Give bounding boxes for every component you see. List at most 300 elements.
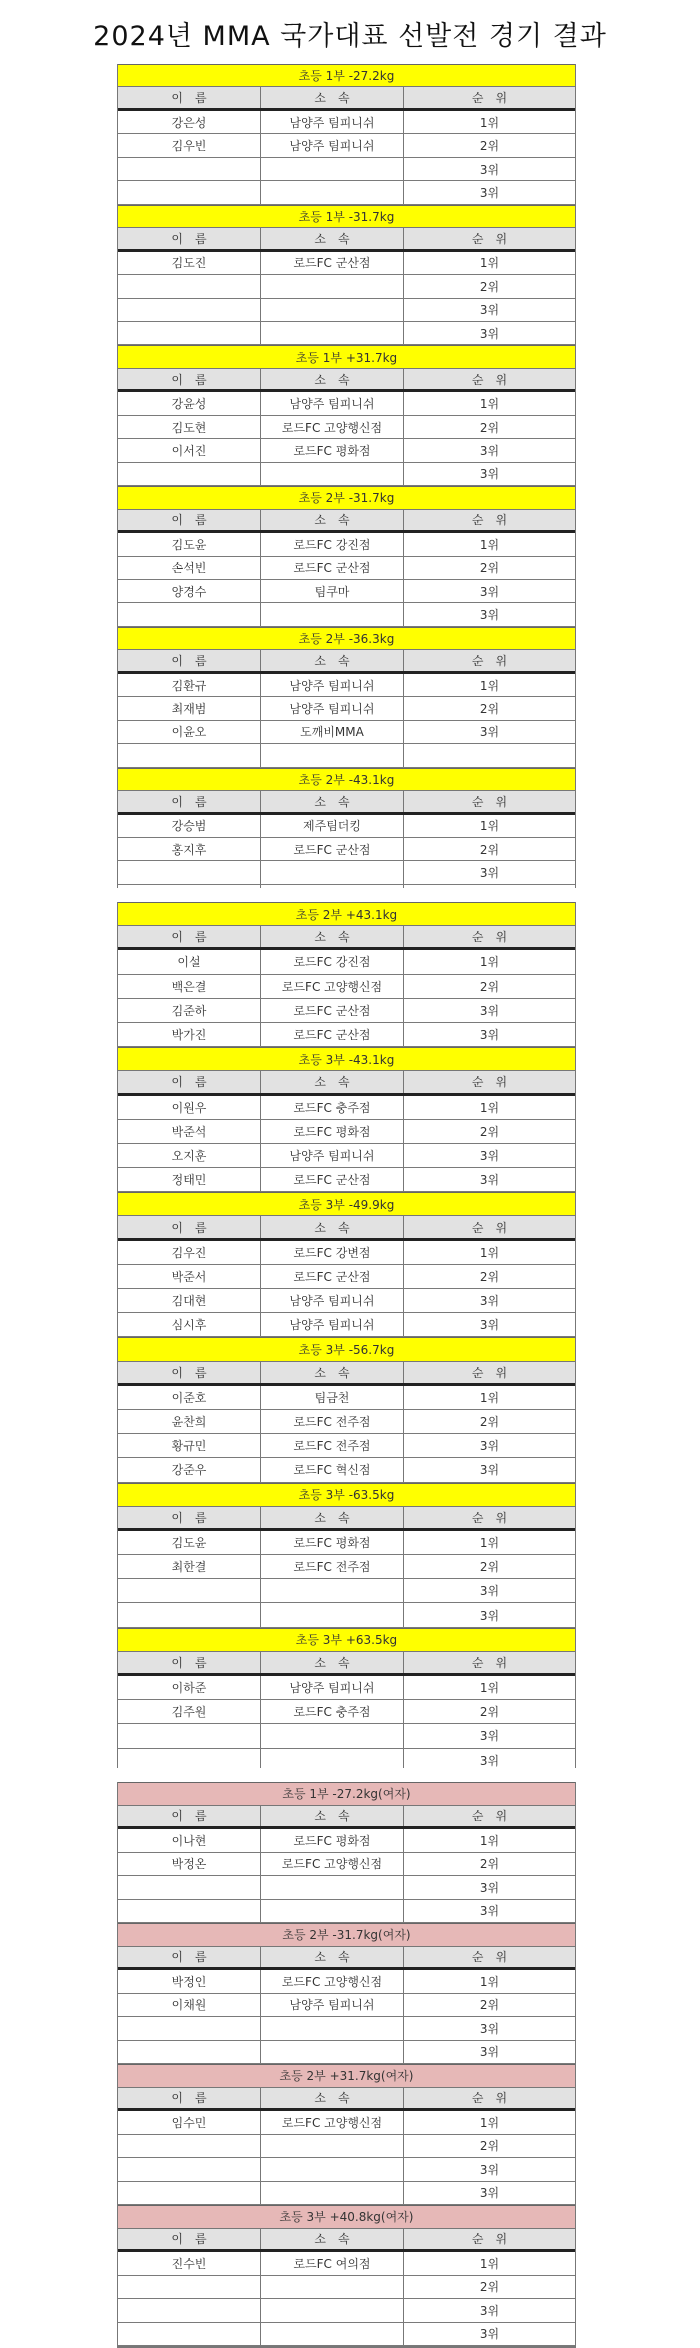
athlete-name: 최재범 bbox=[118, 697, 261, 719]
weight-class-block bbox=[118, 627, 575, 768]
athlete-rank: 3위 bbox=[479, 1880, 500, 1895]
athlete-name bbox=[118, 861, 261, 883]
column-header-name: 이름 bbox=[118, 1507, 261, 1528]
athlete-affiliation: 로드FC 혁신점 bbox=[261, 1458, 404, 1481]
athlete-rank: 1위 bbox=[479, 1681, 500, 1696]
athlete-affiliation bbox=[261, 1579, 404, 1602]
athlete-name: 양경수 bbox=[118, 580, 261, 602]
athlete-name bbox=[118, 1724, 261, 1747]
athlete-rank: 2위 bbox=[479, 1415, 500, 1430]
athlete-name: 진수빈 bbox=[118, 2252, 261, 2275]
athlete-affiliation bbox=[261, 2299, 404, 2322]
athlete-rank: 3위 bbox=[479, 866, 500, 881]
athlete-affiliation: 로드FC 평화점 bbox=[261, 1120, 404, 1143]
column-header-row bbox=[118, 228, 575, 251]
table-row bbox=[118, 557, 575, 580]
athlete-affiliation bbox=[261, 275, 404, 297]
athlete-name bbox=[118, 885, 261, 888]
column-header-affiliation: 소속 bbox=[261, 87, 404, 107]
athlete-rank: 1위 bbox=[479, 1390, 500, 1405]
column-header-affiliation: 소속 bbox=[261, 1507, 404, 1528]
column-header-row bbox=[118, 1216, 575, 1240]
table-row bbox=[118, 533, 575, 556]
table-row bbox=[118, 158, 575, 181]
athlete-affiliation bbox=[261, 2135, 404, 2158]
table-row bbox=[118, 1555, 575, 1579]
athlete-name: 박정인 bbox=[118, 1970, 261, 1993]
column-header-rank: 순위 bbox=[471, 2091, 520, 2106]
weight-class-block bbox=[118, 2064, 575, 2205]
athlete-name bbox=[118, 2135, 261, 2158]
athlete-rank: 1위 bbox=[479, 819, 500, 834]
athlete-affiliation bbox=[261, 861, 404, 883]
athlete-affiliation bbox=[261, 463, 404, 485]
athlete-affiliation: 남양주 팀피니쉬 bbox=[261, 134, 404, 156]
athlete-affiliation: 로드FC 군산점 bbox=[261, 999, 404, 1022]
athlete-name bbox=[118, 275, 261, 297]
athlete-affiliation: 로드FC 강진점 bbox=[261, 950, 404, 973]
column-header-rank: 순위 bbox=[471, 1365, 520, 1380]
weight-class-block bbox=[118, 2205, 575, 2346]
column-header-name: 이름 bbox=[118, 1652, 261, 1673]
athlete-affiliation: 로드FC 고양행신점 bbox=[261, 2111, 404, 2134]
athlete-name: 김우빈 bbox=[118, 134, 261, 156]
athlete-affiliation bbox=[261, 299, 404, 321]
athlete-rank: 2위 bbox=[479, 842, 500, 857]
weight-class-title: 초등 3부 -63.5kg bbox=[118, 1483, 575, 1507]
weight-class-title: 초등 3부 +63.5kg bbox=[118, 1628, 575, 1652]
athlete-affiliation: 로드FC 강변점 bbox=[261, 1241, 404, 1264]
athlete-rank: 3위 bbox=[479, 1729, 500, 1744]
athlete-rank: 2위 bbox=[479, 1560, 500, 1575]
column-header-name: 이름 bbox=[118, 650, 261, 670]
athlete-rank: 3위 bbox=[479, 162, 500, 177]
athlete-affiliation: 로드FC 군산점 bbox=[261, 557, 404, 579]
weight-class-block bbox=[118, 1628, 575, 1768]
athlete-name: 윤찬희 bbox=[118, 1410, 261, 1433]
table-row bbox=[118, 1168, 575, 1192]
athlete-affiliation bbox=[261, 2041, 404, 2064]
table-row bbox=[118, 1876, 575, 1900]
weight-class-block bbox=[118, 1782, 575, 1923]
weight-class-block bbox=[118, 1483, 575, 1628]
table-row bbox=[118, 1829, 575, 1853]
table-row bbox=[118, 815, 575, 838]
weight-class-block bbox=[118, 64, 575, 205]
column-header-row bbox=[118, 1806, 575, 1830]
table-row bbox=[118, 181, 575, 204]
column-header-affiliation: 소속 bbox=[261, 1071, 404, 1092]
athlete-rank: 1위 bbox=[479, 1245, 500, 1260]
weight-class-title: 초등 1부 -27.2kg bbox=[118, 64, 575, 87]
athlete-rank: 3위 bbox=[479, 443, 500, 458]
athlete-name: 이서진 bbox=[118, 439, 261, 461]
column-header-row bbox=[118, 1947, 575, 1971]
athlete-rank: 3위 bbox=[479, 1294, 500, 1309]
athlete-rank: 1위 bbox=[479, 955, 500, 970]
column-header-affiliation: 소속 bbox=[261, 2229, 404, 2250]
athlete-affiliation bbox=[261, 1724, 404, 1747]
athlete-affiliation bbox=[261, 2182, 404, 2205]
column-header-row bbox=[118, 1362, 575, 1386]
athlete-name bbox=[118, 2299, 261, 2322]
athlete-rank: 1위 bbox=[479, 115, 500, 130]
column-header-row bbox=[118, 791, 575, 814]
weight-class-title: 초등 2부 -31.7kg bbox=[118, 486, 575, 509]
athlete-rank: 3위 bbox=[479, 1003, 500, 1018]
athlete-rank: 3위 bbox=[479, 2162, 500, 2177]
table-row bbox=[118, 1700, 575, 1724]
table-row bbox=[118, 1724, 575, 1748]
table-row bbox=[118, 416, 575, 439]
athlete-rank: 2위 bbox=[479, 2280, 500, 2295]
table-row bbox=[118, 392, 575, 415]
table-row bbox=[118, 439, 575, 462]
table-row bbox=[118, 1313, 575, 1337]
athlete-rank: 3위 bbox=[479, 2303, 500, 2318]
athlete-name: 오지훈 bbox=[118, 1144, 261, 1167]
column-header-rank: 순위 bbox=[471, 1075, 520, 1090]
table-row bbox=[118, 861, 575, 884]
table-row bbox=[118, 299, 575, 322]
athlete-rank: 3위 bbox=[479, 725, 500, 740]
table-row bbox=[118, 1289, 575, 1313]
column-header-affiliation: 소속 bbox=[261, 1216, 404, 1237]
column-header-affiliation: 소속 bbox=[261, 510, 404, 530]
table-row bbox=[118, 2276, 575, 2300]
weight-class-title: 초등 3부 -49.9kg bbox=[118, 1192, 575, 1216]
athlete-name: 김주원 bbox=[118, 1700, 261, 1723]
athlete-rank: 3위 bbox=[479, 608, 500, 623]
column-header-row bbox=[118, 1071, 575, 1095]
weight-class-title: 초등 1부 -27.2kg(여자) bbox=[118, 1782, 575, 1806]
athlete-affiliation bbox=[261, 1900, 404, 1923]
athlete-affiliation bbox=[261, 158, 404, 180]
column-header-rank: 순위 bbox=[471, 1220, 520, 1235]
athlete-affiliation bbox=[261, 744, 404, 766]
athlete-rank: 2위 bbox=[479, 2139, 500, 2154]
column-header-row bbox=[118, 2088, 575, 2112]
athlete-name: 최한결 bbox=[118, 1555, 261, 1578]
column-header-rank: 순위 bbox=[471, 654, 520, 669]
athlete-name: 이설 bbox=[118, 950, 261, 973]
athlete-rank: 3위 bbox=[479, 1904, 500, 1919]
athlete-rank: 3위 bbox=[479, 2186, 500, 2201]
athlete-affiliation bbox=[261, 885, 404, 888]
athlete-name bbox=[118, 2041, 261, 2064]
column-header-name: 이름 bbox=[118, 1216, 261, 1237]
athlete-name: 이채원 bbox=[118, 1994, 261, 2017]
athlete-rank: 1위 bbox=[479, 1833, 500, 1848]
athlete-rank: 3위 bbox=[479, 1439, 500, 1454]
athlete-affiliation: 도깨비MMA bbox=[261, 721, 404, 743]
athlete-name bbox=[118, 322, 261, 344]
table-row bbox=[118, 1603, 575, 1627]
athlete-affiliation: 로드FC 전주점 bbox=[261, 1410, 404, 1433]
athlete-affiliation: 로드FC 고양행신점 bbox=[261, 416, 404, 438]
table-row bbox=[118, 1096, 575, 1120]
table-row bbox=[118, 697, 575, 720]
athlete-affiliation: 남양주 팀피니쉬 bbox=[261, 697, 404, 719]
weight-class-block bbox=[118, 205, 575, 346]
athlete-name: 박정온 bbox=[118, 1853, 261, 1876]
column-header-row bbox=[118, 926, 575, 950]
weight-class-block bbox=[118, 902, 575, 1047]
athlete-name: 김도현 bbox=[118, 416, 261, 438]
athlete-rank: 1위 bbox=[479, 2115, 500, 2130]
athlete-rank: 1위 bbox=[479, 1974, 500, 1989]
column-header-affiliation: 소속 bbox=[261, 650, 404, 670]
athlete-rank: 1위 bbox=[479, 1535, 500, 1550]
athlete-rank: 1위 bbox=[479, 397, 500, 412]
table-row bbox=[118, 2041, 575, 2065]
table-row bbox=[118, 744, 575, 767]
athlete-affiliation: 로드FC 평화점 bbox=[261, 1829, 404, 1852]
table-row bbox=[118, 1579, 575, 1603]
table-row bbox=[118, 1994, 575, 2018]
column-header-name: 이름 bbox=[118, 2229, 261, 2250]
column-header-rank: 순위 bbox=[471, 2232, 520, 2247]
table-row bbox=[118, 252, 575, 275]
athlete-name bbox=[118, 1603, 261, 1626]
table-row bbox=[118, 1120, 575, 1144]
weight-class-title: 초등 3부 -43.1kg bbox=[118, 1047, 575, 1071]
table-row bbox=[118, 1531, 575, 1555]
athlete-rank: 3위 bbox=[479, 467, 500, 482]
athlete-name bbox=[118, 2017, 261, 2040]
athlete-affiliation bbox=[261, 603, 404, 625]
table-row bbox=[118, 721, 575, 744]
athlete-name: 임수민 bbox=[118, 2111, 261, 2134]
athlete-name bbox=[118, 158, 261, 180]
athlete-name bbox=[118, 181, 261, 203]
column-header-row bbox=[118, 650, 575, 673]
column-header-name: 이름 bbox=[118, 926, 261, 947]
athlete-rank: 2위 bbox=[479, 1998, 500, 2013]
athlete-name: 홍지후 bbox=[118, 838, 261, 860]
athlete-affiliation bbox=[261, 2323, 404, 2346]
athlete-rank: 3위 bbox=[479, 2021, 500, 2036]
table-row bbox=[118, 2158, 575, 2182]
page-title: 2024년 MMA 국가대표 선발전 경기 결과 bbox=[93, 21, 607, 52]
athlete-affiliation: 로드FC 평화점 bbox=[261, 1531, 404, 1554]
athlete-name: 강은성 bbox=[118, 111, 261, 133]
athlete-affiliation bbox=[261, 322, 404, 344]
athlete-affiliation: 로드FC 군산점 bbox=[261, 1265, 404, 1288]
athlete-name bbox=[118, 1876, 261, 1899]
athlete-rank: 3위 bbox=[479, 2327, 500, 2342]
column-header-name: 이름 bbox=[118, 228, 261, 248]
athlete-rank: 1위 bbox=[479, 1100, 500, 1115]
athlete-name bbox=[118, 2182, 261, 2205]
column-header-rank: 순위 bbox=[471, 91, 520, 106]
column-header-rank: 순위 bbox=[471, 1510, 520, 1525]
athlete-name: 김환규 bbox=[118, 674, 261, 696]
weight-class-block bbox=[118, 1047, 575, 1192]
athlete-rank: 3위 bbox=[479, 1584, 500, 1599]
athlete-rank: 3위 bbox=[479, 2045, 500, 2060]
athlete-name: 이나현 bbox=[118, 1829, 261, 1852]
athlete-affiliation: 로드FC 충주점 bbox=[261, 1700, 404, 1723]
table-row bbox=[118, 1265, 575, 1289]
athlete-rank: 2위 bbox=[479, 1705, 500, 1720]
table-row bbox=[118, 1676, 575, 1700]
athlete-name: 박준석 bbox=[118, 1120, 261, 1143]
table-row bbox=[118, 1410, 575, 1434]
athlete-affiliation: 로드FC 여의점 bbox=[261, 2252, 404, 2275]
column-header-affiliation: 소속 bbox=[261, 926, 404, 947]
athlete-affiliation: 남양주 팀피니쉬 bbox=[261, 1144, 404, 1167]
athlete-name bbox=[118, 2158, 261, 2181]
results-table-segment-boys-2 bbox=[117, 902, 576, 1768]
column-header-rank: 순위 bbox=[471, 930, 520, 945]
athlete-rank: 3위 bbox=[479, 1318, 500, 1333]
athlete-rank: 3위 bbox=[479, 1753, 500, 1768]
athlete-rank: 2위 bbox=[479, 979, 500, 994]
athlete-name: 김우진 bbox=[118, 1241, 261, 1264]
athlete-name: 박가진 bbox=[118, 1023, 261, 1046]
weight-class-title: 초등 2부 -36.3kg bbox=[118, 627, 575, 650]
weight-class-title: 초등 3부 -56.7kg bbox=[118, 1337, 575, 1361]
weight-class-block bbox=[118, 1337, 575, 1482]
athlete-rank: 2위 bbox=[479, 561, 500, 576]
athlete-rank: 2위 bbox=[479, 279, 500, 294]
weight-class-block bbox=[118, 486, 575, 627]
weight-class-title: 초등 1부 -31.7kg bbox=[118, 205, 575, 228]
column-header-row bbox=[118, 1507, 575, 1531]
column-header-name: 이름 bbox=[118, 1806, 261, 1827]
column-header-rank: 순위 bbox=[471, 372, 520, 387]
athlete-name bbox=[118, 463, 261, 485]
athlete-name: 심시후 bbox=[118, 1313, 261, 1336]
athlete-affiliation: 로드FC 군산점 bbox=[261, 1023, 404, 1046]
column-header-affiliation: 소속 bbox=[261, 1362, 404, 1383]
athlete-name: 이준호 bbox=[118, 1386, 261, 1409]
weight-class-title: 초등 2부 -43.1kg bbox=[118, 768, 575, 791]
column-header-name: 이름 bbox=[118, 2088, 261, 2109]
athlete-rank: 3위 bbox=[479, 1173, 500, 1188]
table-row bbox=[118, 1386, 575, 1410]
athlete-affiliation: 남양주 팀피니쉬 bbox=[261, 674, 404, 696]
athlete-affiliation: 남양주 팀피니쉬 bbox=[261, 392, 404, 414]
athlete-affiliation: 로드FC 평화점 bbox=[261, 439, 404, 461]
athlete-affiliation: 로드FC 군산점 bbox=[261, 838, 404, 860]
table-row bbox=[118, 1458, 575, 1482]
weight-class-block bbox=[118, 768, 575, 888]
results-table-segment-girls bbox=[117, 1782, 576, 2348]
column-header-affiliation: 소속 bbox=[261, 228, 404, 248]
athlete-affiliation: 남양주 팀피니쉬 bbox=[261, 1676, 404, 1699]
table-row bbox=[118, 275, 575, 298]
weight-class-title: 초등 2부 -31.7kg(여자) bbox=[118, 1923, 575, 1947]
athlete-name: 백은결 bbox=[118, 975, 261, 998]
athlete-name bbox=[118, 1900, 261, 1923]
athlete-affiliation: 로드FC 전주점 bbox=[261, 1434, 404, 1457]
column-header-affiliation: 소속 bbox=[261, 1652, 404, 1673]
athlete-affiliation: 남양주 팀피니쉬 bbox=[261, 1994, 404, 2017]
column-header-rank: 순위 bbox=[471, 1809, 520, 1824]
column-header-affiliation: 소속 bbox=[261, 791, 404, 811]
weight-class-block bbox=[118, 1192, 575, 1337]
athlete-name bbox=[118, 1579, 261, 1602]
athlete-rank bbox=[404, 885, 575, 888]
athlete-rank: 3위 bbox=[479, 303, 500, 318]
table-row bbox=[118, 838, 575, 861]
athlete-name: 김도윤 bbox=[118, 533, 261, 555]
athlete-affiliation: 로드FC 군산점 bbox=[261, 252, 404, 274]
athlete-rank: 3위 bbox=[479, 1463, 500, 1478]
athlete-affiliation: 남양주 팀피니쉬 bbox=[261, 111, 404, 133]
athlete-rank: 1위 bbox=[479, 537, 500, 552]
table-row bbox=[118, 603, 575, 626]
athlete-affiliation: 로드FC 군산점 bbox=[261, 1168, 404, 1191]
table-row bbox=[118, 111, 575, 134]
table-row bbox=[118, 950, 575, 974]
athlete-rank: 3위 bbox=[479, 1028, 500, 1043]
table-row bbox=[118, 1970, 575, 1994]
athlete-name: 이원우 bbox=[118, 1096, 261, 1119]
table-row bbox=[118, 322, 575, 345]
athlete-rank: 1위 bbox=[479, 678, 500, 693]
athlete-affiliation bbox=[261, 1749, 404, 1768]
athlete-name: 강윤성 bbox=[118, 392, 261, 414]
athlete-rank: 2위 bbox=[479, 139, 500, 154]
athlete-name bbox=[118, 744, 261, 766]
athlete-rank: 3위 bbox=[479, 1148, 500, 1163]
column-header-rank: 순위 bbox=[471, 1950, 520, 1965]
column-header-name: 이름 bbox=[118, 369, 261, 389]
table-row bbox=[118, 463, 575, 486]
table-row bbox=[118, 2135, 575, 2159]
table-row bbox=[118, 2252, 575, 2276]
column-header-name: 이름 bbox=[118, 510, 261, 530]
athlete-rank: 3위 bbox=[479, 584, 500, 599]
column-header-rank: 순위 bbox=[471, 231, 520, 246]
column-header-row bbox=[118, 1652, 575, 1676]
athlete-name: 김대현 bbox=[118, 1289, 261, 1312]
athlete-affiliation: 남양주 팀피니쉬 bbox=[261, 1313, 404, 1336]
column-header-rank: 순위 bbox=[471, 794, 520, 809]
table-row bbox=[118, 674, 575, 697]
athlete-name bbox=[118, 1749, 261, 1768]
column-header-row bbox=[118, 2229, 575, 2253]
weight-class-title: 초등 2부 +43.1kg bbox=[118, 902, 575, 926]
results-table-segment-boys-1 bbox=[117, 64, 576, 888]
athlete-rank: 1위 bbox=[479, 256, 500, 271]
athlete-affiliation: 팀쿠마 bbox=[261, 580, 404, 602]
table-row bbox=[118, 2017, 575, 2041]
athlete-rank bbox=[404, 744, 575, 766]
athlete-rank: 3위 bbox=[479, 1608, 500, 1623]
column-header-name: 이름 bbox=[118, 87, 261, 107]
weight-class-block bbox=[118, 1923, 575, 2064]
table-row bbox=[118, 1023, 575, 1047]
table-row bbox=[118, 1241, 575, 1265]
table-row bbox=[118, 885, 575, 888]
athlete-rank: 2위 bbox=[479, 420, 500, 435]
athlete-name bbox=[118, 2323, 261, 2346]
weight-class-block bbox=[118, 345, 575, 486]
athlete-affiliation bbox=[261, 1603, 404, 1626]
weight-class-title: 초등 3부 +40.8kg(여자) bbox=[118, 2205, 575, 2229]
athlete-rank: 2위 bbox=[479, 1269, 500, 1284]
athlete-rank: 2위 bbox=[479, 1857, 500, 1872]
athlete-affiliation bbox=[261, 2276, 404, 2299]
table-row bbox=[118, 2182, 575, 2206]
column-header-rank: 순위 bbox=[471, 1655, 520, 1670]
table-row bbox=[118, 1853, 575, 1877]
column-header-affiliation: 소속 bbox=[261, 2088, 404, 2109]
